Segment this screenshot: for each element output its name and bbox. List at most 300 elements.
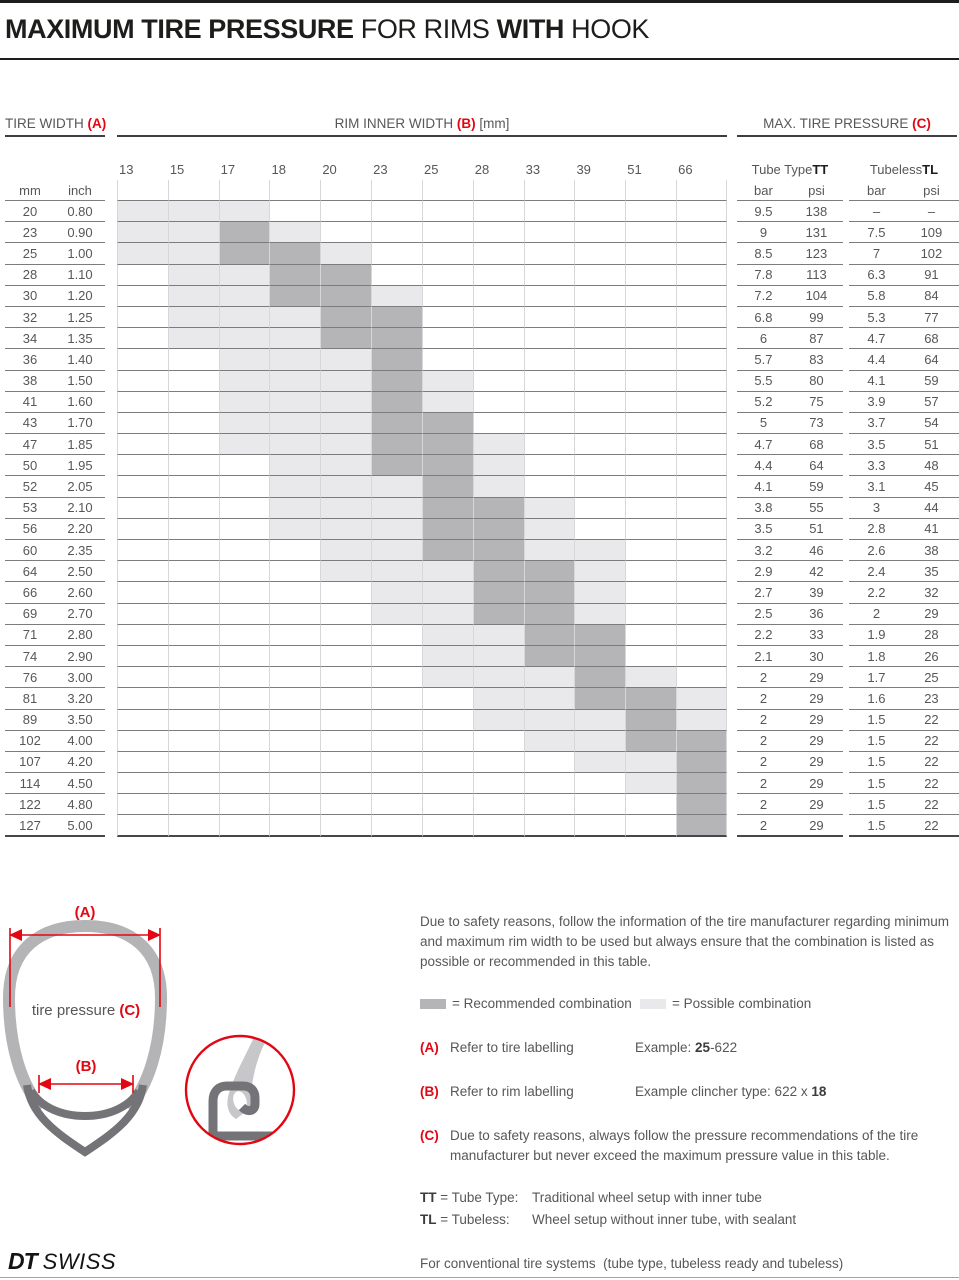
grid-colline-23 xyxy=(371,180,422,201)
combination-cell-60-25 xyxy=(422,540,473,561)
combination-cell-81-23 xyxy=(371,688,422,709)
combination-cell-107-51 xyxy=(625,752,676,773)
legend-recommended-label: = Recommended combination xyxy=(452,995,632,1011)
combination-cell-52-15 xyxy=(168,476,219,497)
gap xyxy=(105,371,117,392)
combination-cell-76-23 xyxy=(371,667,422,688)
combination-cell-102-25 xyxy=(422,731,473,752)
gap xyxy=(105,307,117,328)
combination-cell-53-20 xyxy=(320,498,371,519)
combination-cell-102-18 xyxy=(269,731,320,752)
gap xyxy=(105,752,117,773)
combination-cell-71-23 xyxy=(371,625,422,646)
gap xyxy=(727,243,737,264)
tire-width-inch-cell: 1.70 xyxy=(55,413,105,434)
combination-cell-56-15 xyxy=(168,519,219,540)
combination-cell-107-66 xyxy=(676,752,727,773)
tt-psi-cell: 29 xyxy=(790,773,843,794)
tl-psi-cell: 102 xyxy=(904,243,959,264)
combination-cell-25-20 xyxy=(320,243,371,264)
combination-cell-102-33 xyxy=(524,731,575,752)
combination-cell-114-18 xyxy=(269,773,320,794)
combination-cell-114-20 xyxy=(320,773,371,794)
tire-width-inch-cell: 2.20 xyxy=(55,519,105,540)
combination-cell-71-20 xyxy=(320,625,371,646)
combination-cell-60-17 xyxy=(219,540,270,561)
hook-detail xyxy=(181,1029,296,1158)
arrow-a-head-right xyxy=(148,929,161,941)
combination-cell-25-66 xyxy=(676,243,727,264)
combination-cell-36-17 xyxy=(219,349,270,370)
gap xyxy=(105,498,117,519)
combination-cell-127-33 xyxy=(524,815,575,836)
combination-cell-43-20 xyxy=(320,413,371,434)
combination-cell-64-51 xyxy=(625,561,676,582)
combination-cell-66-28 xyxy=(473,582,524,603)
tl-psi-cell: 22 xyxy=(904,794,959,815)
combination-cell-25-13 xyxy=(117,243,168,264)
combination-cell-36-39 xyxy=(574,349,625,370)
combination-cell-36-13 xyxy=(117,349,168,370)
combination-cell-74-23 xyxy=(371,646,422,667)
combination-cell-53-28 xyxy=(473,498,524,519)
combination-cell-41-51 xyxy=(625,392,676,413)
gap xyxy=(105,625,117,646)
tl-bar-cell: 4.4 xyxy=(849,349,904,370)
combination-cell-89-18 xyxy=(269,710,320,731)
combination-cell-53-15 xyxy=(168,498,219,519)
combination-cell-32-51 xyxy=(625,307,676,328)
combination-cell-114-66 xyxy=(676,773,727,794)
title-bold-1: MAXIMUM TIRE PRESSURE xyxy=(5,14,354,44)
combination-cell-89-33 xyxy=(524,710,575,731)
combination-cell-41-18 xyxy=(269,392,320,413)
tl-bar-cell: 1.6 xyxy=(849,688,904,709)
tt-psi-cell: 46 xyxy=(790,540,843,561)
combination-cell-71-39 xyxy=(574,625,625,646)
combination-cell-43-39 xyxy=(574,413,625,434)
combination-cell-36-15 xyxy=(168,349,219,370)
combination-cell-56-13 xyxy=(117,519,168,540)
combination-cell-38-28 xyxy=(473,371,524,392)
tl-bar-cell: 3.3 xyxy=(849,455,904,476)
combination-cell-34-39 xyxy=(574,328,625,349)
combination-cell-30-15 xyxy=(168,286,219,307)
combination-cell-56-51 xyxy=(625,519,676,540)
combination-cell-38-23 xyxy=(371,371,422,392)
tt-bar-cell: 5.5 xyxy=(737,371,790,392)
grid-colline-28 xyxy=(473,180,524,201)
tt-psi-cell: 99 xyxy=(790,307,843,328)
gap xyxy=(727,667,737,688)
tt-bar-cell: 3.2 xyxy=(737,540,790,561)
combination-cell-34-20 xyxy=(320,328,371,349)
combination-cell-69-28 xyxy=(473,604,524,625)
combination-cell-36-18 xyxy=(269,349,320,370)
gap xyxy=(727,794,737,815)
tt-psi-cell: 104 xyxy=(790,286,843,307)
gap xyxy=(727,498,737,519)
gap xyxy=(727,307,737,328)
tt-bar-colhead: bar xyxy=(737,180,790,201)
combination-cell-47-33 xyxy=(524,434,575,455)
legend xyxy=(420,994,957,1014)
tt-psi-cell: 138 xyxy=(790,201,843,222)
combination-cell-66-17 xyxy=(219,582,270,603)
combination-cell-30-17 xyxy=(219,286,270,307)
tl-psi-cell: 68 xyxy=(904,328,959,349)
combination-cell-114-51 xyxy=(625,773,676,794)
tt-bar-cell: 2.1 xyxy=(737,646,790,667)
tt-bar-cell: 3.8 xyxy=(737,498,790,519)
arrow-a-head-left xyxy=(9,929,22,941)
combination-cell-64-28 xyxy=(473,561,524,582)
tire-width-inch-cell: 1.40 xyxy=(55,349,105,370)
combination-cell-127-25 xyxy=(422,815,473,836)
tire-width-mm-cell: 47 xyxy=(5,434,55,455)
gap xyxy=(727,455,737,476)
combination-cell-102-28 xyxy=(473,731,524,752)
tl-psi-cell: 22 xyxy=(904,752,959,773)
combination-cell-20-25 xyxy=(422,201,473,222)
combination-cell-25-18 xyxy=(269,243,320,264)
combination-cell-81-28 xyxy=(473,688,524,709)
tt-bar-cell: 4.1 xyxy=(737,476,790,497)
gap xyxy=(105,582,117,603)
combination-cell-56-25 xyxy=(422,519,473,540)
combination-cell-60-39 xyxy=(574,540,625,561)
combination-cell-69-39 xyxy=(574,604,625,625)
combination-cell-28-15 xyxy=(168,265,219,286)
tire-width-mm-cell: 71 xyxy=(5,625,55,646)
gap xyxy=(105,349,117,370)
combination-cell-76-39 xyxy=(574,667,625,688)
gap xyxy=(105,667,117,688)
tl-bar-cell: 1.8 xyxy=(849,646,904,667)
combination-cell-107-18 xyxy=(269,752,320,773)
combination-cell-52-18 xyxy=(269,476,320,497)
combination-cell-20-23 xyxy=(371,201,422,222)
combination-cell-20-13 xyxy=(117,201,168,222)
tire-width-mm-cell: 28 xyxy=(5,265,55,286)
tt-psi-cell: 33 xyxy=(790,625,843,646)
combination-cell-122-33 xyxy=(524,794,575,815)
combination-cell-28-13 xyxy=(117,265,168,286)
tt-bar-cell: 3.5 xyxy=(737,519,790,540)
combination-cell-114-17 xyxy=(219,773,270,794)
combination-cell-41-13 xyxy=(117,392,168,413)
tl-bar-cell: 7 xyxy=(849,243,904,264)
tl-bar-cell: 1.5 xyxy=(849,815,904,836)
grid-colline-20 xyxy=(320,180,371,201)
tl-psi-cell: 41 xyxy=(904,519,959,540)
combination-cell-127-23 xyxy=(371,815,422,836)
tt-bar-cell: 2.5 xyxy=(737,604,790,625)
tire-width-mm-cell: 43 xyxy=(5,413,55,434)
tubeless-colhead: Tubeless TL xyxy=(869,161,939,177)
rim-inner-width-unit: [mm] xyxy=(475,116,510,131)
tire-width-inch-cell: 1.50 xyxy=(55,371,105,392)
combination-cell-38-15 xyxy=(168,371,219,392)
tire-width-label: TIRE WIDTH xyxy=(5,116,88,131)
tl-bar-cell: 1.5 xyxy=(849,752,904,773)
combination-cell-64-33 xyxy=(524,561,575,582)
combination-cell-41-33 xyxy=(524,392,575,413)
note-c-tag: (C) xyxy=(420,1127,439,1143)
diagram-label-b: (B) xyxy=(75,1058,97,1075)
max-pressure-label: MAX. TIRE PRESSURE xyxy=(763,116,913,131)
tl-psi-cell: 109 xyxy=(904,222,959,243)
combination-cell-89-17 xyxy=(219,710,270,731)
combination-cell-28-39 xyxy=(574,265,625,286)
tt-psi-cell: 29 xyxy=(790,688,843,709)
tt-description: Traditional wheel setup with inner tube xyxy=(532,1189,762,1205)
tt-psi-cell: 80 xyxy=(790,371,843,392)
combination-cell-71-18 xyxy=(269,625,320,646)
combination-cell-41-66 xyxy=(676,392,727,413)
gap xyxy=(105,265,117,286)
logo-dt: DT xyxy=(8,1248,37,1274)
tt-bar-cell: 7.2 xyxy=(737,286,790,307)
tl-psi-cell: 38 xyxy=(904,540,959,561)
combination-cell-81-15 xyxy=(168,688,219,709)
gap xyxy=(727,434,737,455)
gap xyxy=(105,794,117,815)
tl-psi-cell: 57 xyxy=(904,392,959,413)
tire-width-mm-cell: 53 xyxy=(5,498,55,519)
gap xyxy=(727,688,737,709)
gap xyxy=(727,646,737,667)
combination-cell-76-51 xyxy=(625,667,676,688)
combination-cell-69-25 xyxy=(422,604,473,625)
combination-cell-66-20 xyxy=(320,582,371,603)
combination-cell-66-23 xyxy=(371,582,422,603)
tire-width-inch-cell: 1.95 xyxy=(55,455,105,476)
tl-psi-cell: 22 xyxy=(904,731,959,752)
tt-bar-cell: 9.5 xyxy=(737,201,790,222)
combination-cell-81-66 xyxy=(676,688,727,709)
rim-bed xyxy=(31,1091,139,1116)
rim-width-colhead-18: 18 xyxy=(271,161,286,177)
combination-cell-56-28 xyxy=(473,519,524,540)
gap xyxy=(105,815,117,836)
combination-cell-32-33 xyxy=(524,307,575,328)
tire-width-mm-cell: 60 xyxy=(5,540,55,561)
tire-width-mm-cell: 52 xyxy=(5,476,55,497)
bottom-rule xyxy=(0,1277,959,1278)
combination-cell-64-23 xyxy=(371,561,422,582)
combination-cell-34-33 xyxy=(524,328,575,349)
combination-cell-64-25 xyxy=(422,561,473,582)
combination-cell-20-33 xyxy=(524,201,575,222)
combination-cell-107-25 xyxy=(422,752,473,773)
tire-width-inch-cell: 2.35 xyxy=(55,540,105,561)
rim-width-colhead-33: 33 xyxy=(525,161,541,177)
tire-width-inch-cell: 2.50 xyxy=(55,561,105,582)
tire-width-inch-cell: 4.50 xyxy=(55,773,105,794)
tl-bar-cell: 2.2 xyxy=(849,582,904,603)
gap xyxy=(105,180,117,201)
tl-bar-cell: 2 xyxy=(849,604,904,625)
combination-cell-66-66 xyxy=(676,582,727,603)
tire-width-mm-cell: 20 xyxy=(5,201,55,222)
tire-width-inch-cell: 2.70 xyxy=(55,604,105,625)
combination-cell-102-15 xyxy=(168,731,219,752)
combination-cell-122-23 xyxy=(371,794,422,815)
tire-width-inch-cell: 3.00 xyxy=(55,667,105,688)
tt-bar-cell: 8.5 xyxy=(737,243,790,264)
tire-width-inch-cell: 2.10 xyxy=(55,498,105,519)
gap xyxy=(105,413,117,434)
title-regular-2: HOOK xyxy=(564,14,650,44)
combination-cell-50-15 xyxy=(168,455,219,476)
combination-cell-114-13 xyxy=(117,773,168,794)
combination-cell-20-18 xyxy=(269,201,320,222)
combination-cell-32-15 xyxy=(168,307,219,328)
combination-cell-64-66 xyxy=(676,561,727,582)
tl-psi-cell: 44 xyxy=(904,498,959,519)
combination-cell-64-13 xyxy=(117,561,168,582)
tt-psi-cell: 51 xyxy=(790,519,843,540)
combination-cell-81-13 xyxy=(117,688,168,709)
gap xyxy=(105,328,117,349)
combination-cell-114-15 xyxy=(168,773,219,794)
tl-bar-cell: 3.7 xyxy=(849,413,904,434)
combination-cell-38-20 xyxy=(320,371,371,392)
gap xyxy=(727,158,737,180)
tire-width-underline xyxy=(5,135,105,137)
grid-colline-15 xyxy=(168,180,219,201)
tt-bar-cell: 2 xyxy=(737,773,790,794)
combination-cell-60-66 xyxy=(676,540,727,561)
tt-bar-cell: 2 xyxy=(737,752,790,773)
gap xyxy=(727,265,737,286)
combination-cell-50-28 xyxy=(473,455,524,476)
combination-cell-53-51 xyxy=(625,498,676,519)
combination-cell-114-23 xyxy=(371,773,422,794)
tl-psi-cell: 22 xyxy=(904,710,959,731)
combination-cell-122-28 xyxy=(473,794,524,815)
combination-cell-50-13 xyxy=(117,455,168,476)
combination-cell-64-20 xyxy=(320,561,371,582)
combination-cell-56-33 xyxy=(524,519,575,540)
tl-bar-cell: – xyxy=(849,201,904,222)
combination-cell-122-13 xyxy=(117,794,168,815)
tt-bar-cell: 6 xyxy=(737,328,790,349)
combination-cell-30-23 xyxy=(371,286,422,307)
combination-cell-102-17 xyxy=(219,731,270,752)
combination-cell-30-66 xyxy=(676,286,727,307)
note-b-text: Refer to rim labelling xyxy=(450,1083,574,1099)
combination-cell-20-20 xyxy=(320,201,371,222)
tire-width-mm-cell: 50 xyxy=(5,455,55,476)
tag-c: (C) xyxy=(912,116,931,131)
gap xyxy=(105,688,117,709)
combination-cell-28-18 xyxy=(269,265,320,286)
diagram-label-a: (A) xyxy=(74,904,96,921)
tl-bar-cell: 4.7 xyxy=(849,328,904,349)
combination-cell-47-28 xyxy=(473,434,524,455)
combination-cell-36-28 xyxy=(473,349,524,370)
gap xyxy=(105,646,117,667)
combination-cell-122-25 xyxy=(422,794,473,815)
combination-cell-102-23 xyxy=(371,731,422,752)
combination-cell-69-13 xyxy=(117,604,168,625)
combination-cell-107-33 xyxy=(524,752,575,773)
legend-possible xyxy=(640,994,811,1014)
gap xyxy=(105,243,117,264)
tt-psi-cell: 123 xyxy=(790,243,843,264)
note-a xyxy=(420,1038,957,1058)
tire-width-mm-cell: 107 xyxy=(5,752,55,773)
tire-width-inch-cell: 1.20 xyxy=(55,286,105,307)
rim-width-underline xyxy=(117,135,727,137)
combination-cell-76-15 xyxy=(168,667,219,688)
tt-bar-cell: 9 xyxy=(737,222,790,243)
combination-cell-107-39 xyxy=(574,752,625,773)
legend-recommended xyxy=(420,994,640,1014)
note-b-tag: (B) xyxy=(420,1083,439,1099)
combination-cell-74-33 xyxy=(524,646,575,667)
max-pressure-header xyxy=(737,116,957,131)
tl-bar-cell: 2.4 xyxy=(849,561,904,582)
combination-cell-56-66 xyxy=(676,519,727,540)
combination-cell-56-39 xyxy=(574,519,625,540)
combination-cell-43-15 xyxy=(168,413,219,434)
tt-psi-cell: 29 xyxy=(790,815,843,836)
inch-colhead: inch xyxy=(55,180,105,201)
tt-bar-cell: 2.2 xyxy=(737,625,790,646)
gap xyxy=(727,180,737,201)
combination-cell-28-33 xyxy=(524,265,575,286)
gap xyxy=(727,286,737,307)
combination-cell-47-17 xyxy=(219,434,270,455)
combination-cell-34-18 xyxy=(269,328,320,349)
tire-pressure-label: tire pressure (C) xyxy=(31,1002,141,1019)
tag-b: (B) xyxy=(456,116,476,131)
combination-cell-34-28 xyxy=(473,328,524,349)
combination-cell-76-28 xyxy=(473,667,524,688)
combination-cell-52-39 xyxy=(574,476,625,497)
combination-cell-47-13 xyxy=(117,434,168,455)
gap xyxy=(727,752,737,773)
top-rule xyxy=(0,0,959,3)
tt-bar-cell: 5 xyxy=(737,413,790,434)
tl-bar-cell: 1.7 xyxy=(849,667,904,688)
tl-bar-cell: 1.5 xyxy=(849,794,904,815)
combination-cell-56-18 xyxy=(269,519,320,540)
gap xyxy=(727,731,737,752)
tl-psi-cell: 28 xyxy=(904,625,959,646)
combination-cell-28-25 xyxy=(422,265,473,286)
combination-cell-34-17 xyxy=(219,328,270,349)
tt-bar-cell: 2.9 xyxy=(737,561,790,582)
note-c xyxy=(420,1126,957,1166)
combination-cell-36-25 xyxy=(422,349,473,370)
combination-cell-122-51 xyxy=(625,794,676,815)
combination-cell-23-25 xyxy=(422,222,473,243)
tt-psi-cell: 29 xyxy=(790,731,843,752)
gap xyxy=(727,815,737,836)
combination-cell-28-66 xyxy=(676,265,727,286)
rim-width-colhead-39: 39 xyxy=(576,161,591,177)
mm-colhead: mm xyxy=(5,180,55,201)
combination-cell-36-23 xyxy=(371,349,422,370)
gap xyxy=(727,710,737,731)
combination-cell-43-33 xyxy=(524,413,575,434)
combination-cell-28-28 xyxy=(473,265,524,286)
tire-width-mm-cell: 64 xyxy=(5,561,55,582)
